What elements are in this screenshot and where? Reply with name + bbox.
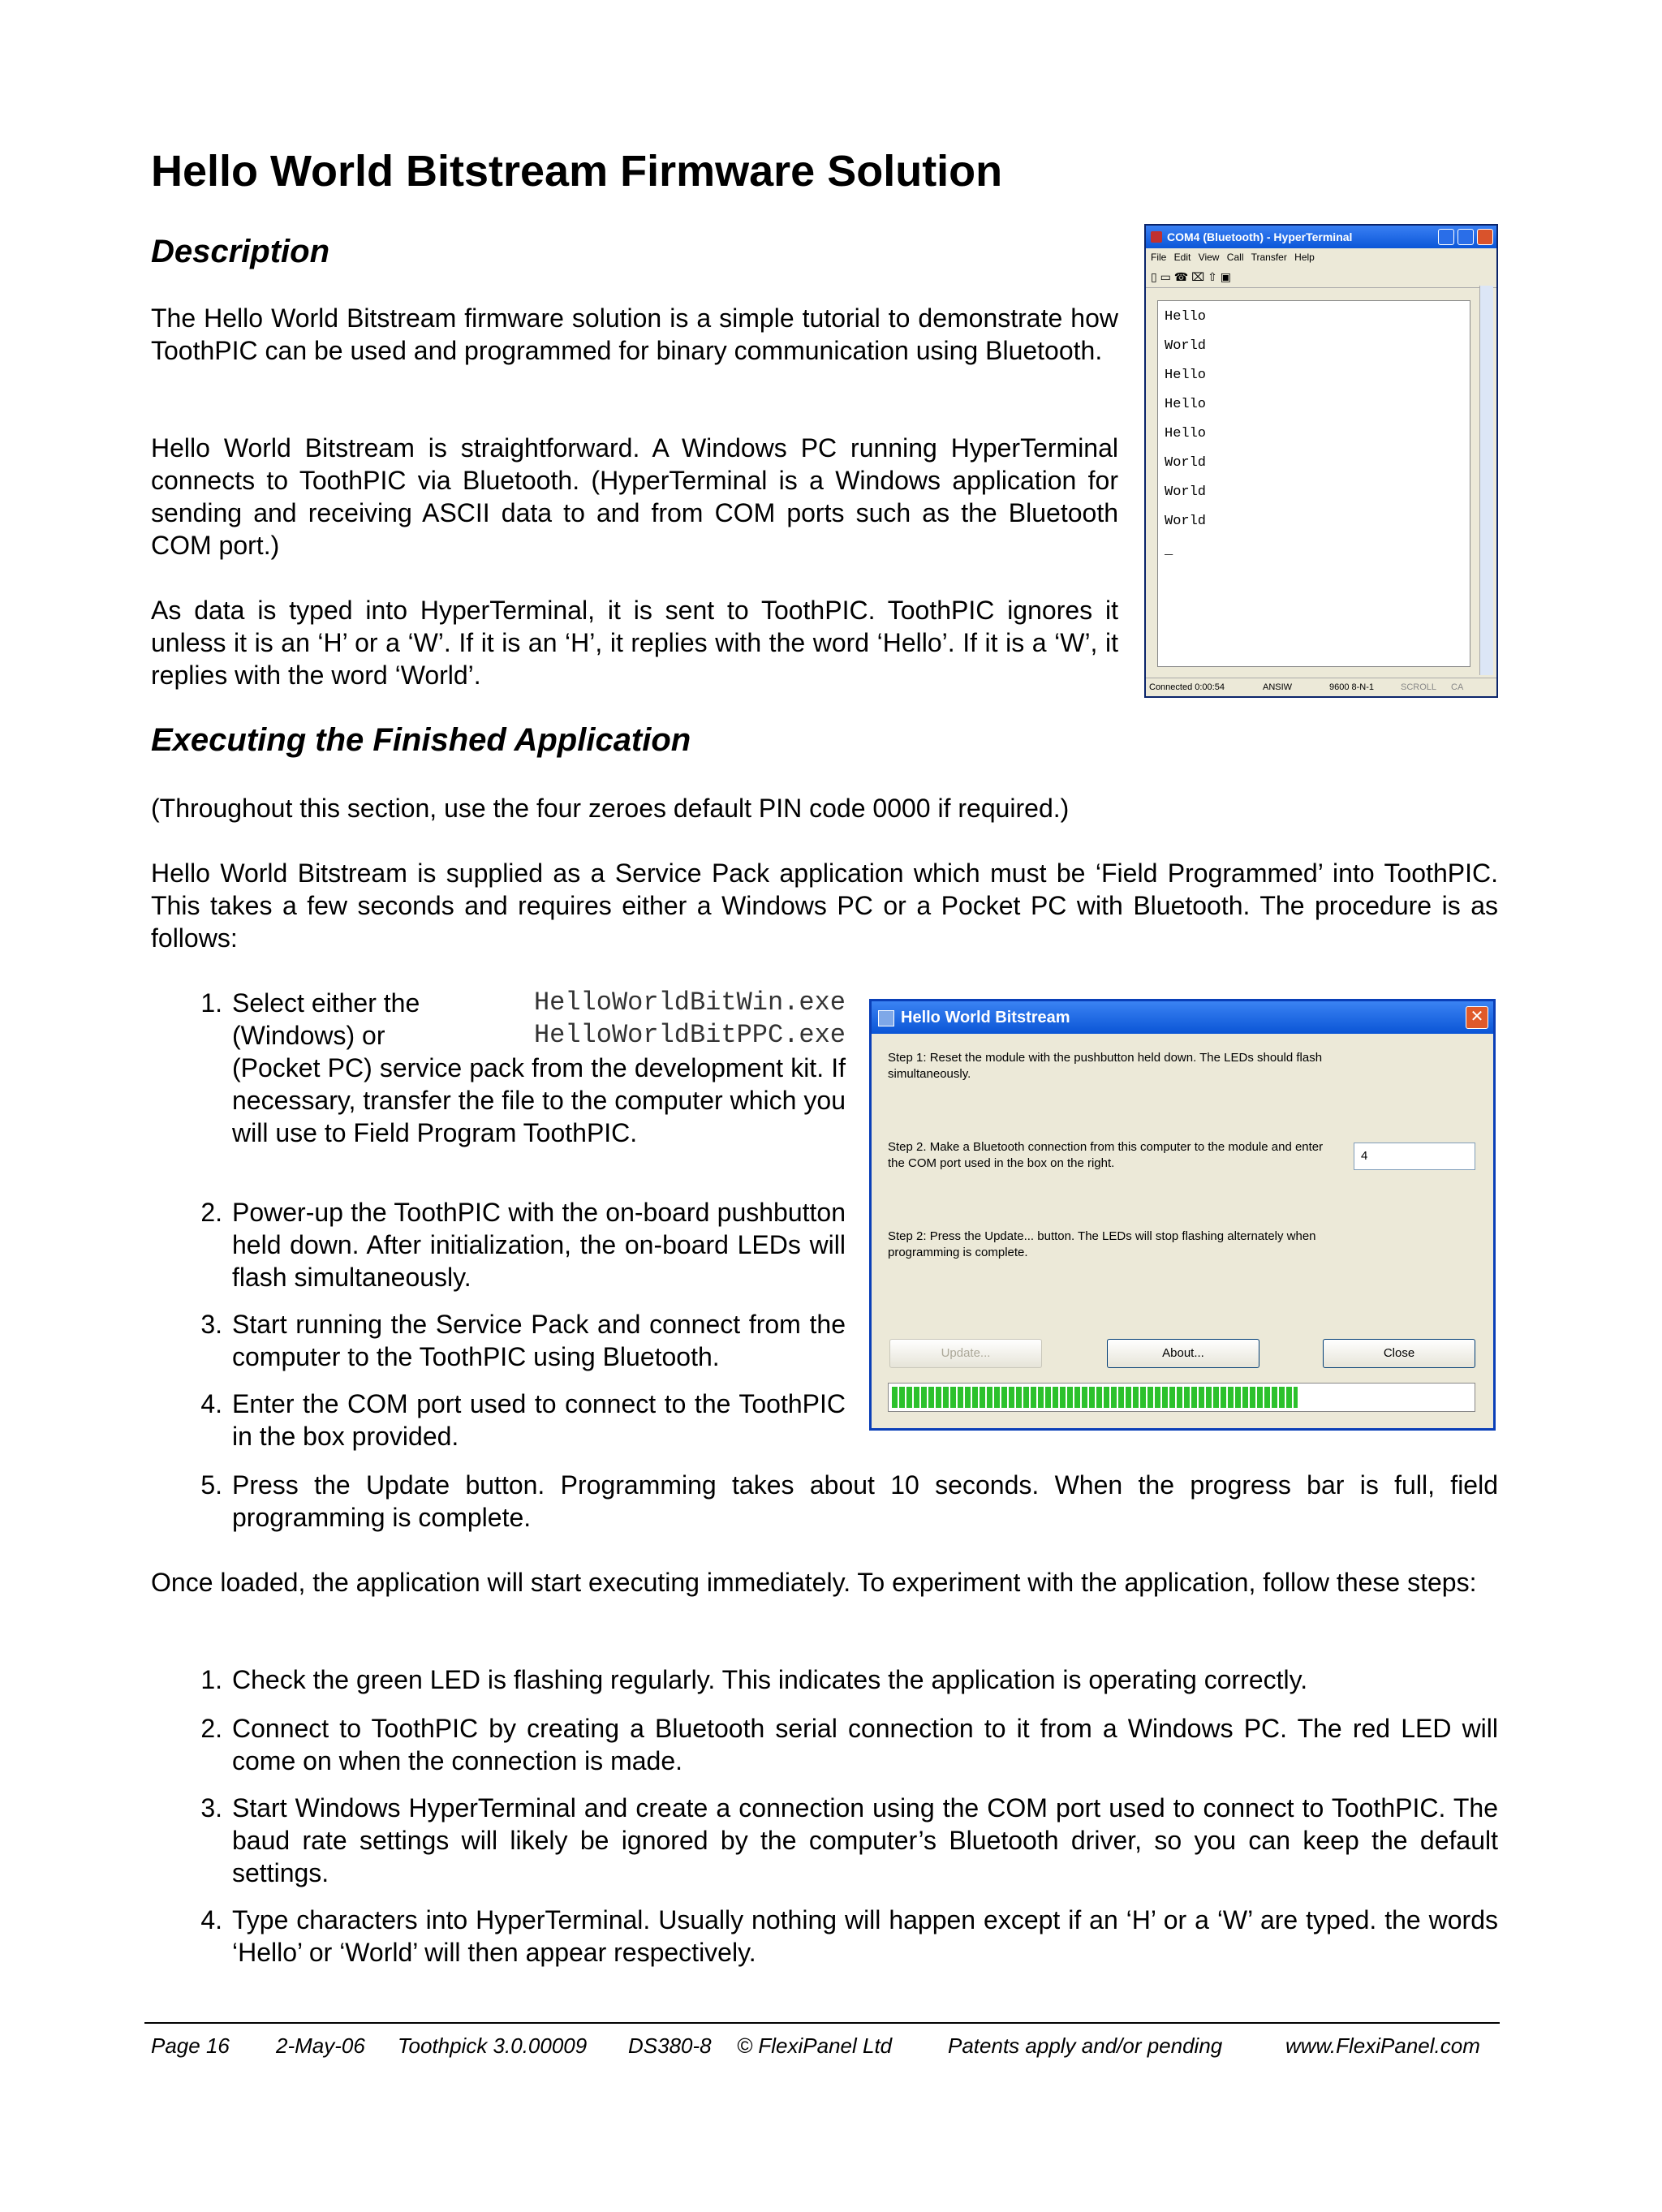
description-paragraph-1: The Hello World Bitstream firmware solution is a simple tutorial to demonstrate how ToothPIC can be used and programmed for binary communication using Bluetooth. bbox=[151, 303, 1118, 365]
dialog-title: Hello World Bitstream bbox=[901, 1009, 1070, 1026]
status-scroll: SCROLL bbox=[1401, 682, 1437, 692]
terminal-line: World bbox=[1165, 455, 1207, 471]
footer-version: Toothpick 3.0.00009 bbox=[398, 2033, 588, 2058]
terminal-line: Hello bbox=[1165, 397, 1207, 412]
terminal-line: World bbox=[1165, 338, 1207, 354]
close-button[interactable]: Close bbox=[1323, 1339, 1475, 1368]
hyperterminal-title: COM4 (Bluetooth) - HyperTerminal bbox=[1167, 230, 1353, 243]
update-button[interactable]: Update... bbox=[889, 1339, 1042, 1368]
dialog-step-1: Step 1: Reset the module with the pushbutton held down. The LEDs should flash simultaneously. bbox=[888, 1051, 1323, 1081]
step-5-text: Press the Update button. Programming takes about 10 seconds. When the progress bar is full, field programming is complete. bbox=[232, 1470, 1498, 1532]
experiment-intro: Once loaded, the application will start executing immediately. To experiment with the application, follow these steps: bbox=[151, 1568, 1477, 1597]
hyperterminal-statusbar bbox=[1146, 678, 1496, 696]
progress-fill bbox=[892, 1387, 1298, 1408]
step1-text-a: Select either the bbox=[232, 988, 420, 1018]
hyperterminal-menubar[interactable]: File Edit View Call Transfer Help bbox=[1151, 252, 1315, 263]
call-icon[interactable]: ☎ bbox=[1173, 270, 1189, 283]
status-emulation: ANSIW bbox=[1263, 682, 1293, 692]
disconnect-icon[interactable]: ⌧ bbox=[1191, 270, 1205, 283]
bitstream-dialog bbox=[869, 999, 1496, 1431]
step-number: 4. bbox=[200, 1389, 222, 1418]
hyperterminal-app-icon bbox=[1151, 231, 1162, 243]
properties-icon[interactable]: ▣ bbox=[1220, 270, 1231, 283]
step-number: 3. bbox=[200, 1310, 222, 1339]
terminal-output[interactable] bbox=[1157, 300, 1470, 667]
dialog-step-2: Step 2. Make a Bluetooth connection from this computer to the module and enter the COM port used in the box on the right. bbox=[888, 1140, 1324, 1170]
status-connected: Connected 0:00:54 bbox=[1149, 682, 1225, 692]
status-caps: CA bbox=[1451, 682, 1464, 692]
footer-date: 2-May-06 bbox=[276, 2033, 365, 2058]
terminal-line: Hello bbox=[1165, 368, 1207, 383]
footer-copyright: © FlexiPanel Ltd bbox=[737, 2033, 893, 2058]
win-file-name: HelloWorldBitWin.exe bbox=[533, 988, 846, 1018]
procedure-step-1 bbox=[182, 987, 846, 1181]
dialog-titlebar bbox=[872, 1001, 1493, 1034]
experiment-step-1-text: Check the green LED is flashing regularly. This indicates the application is operating correctly. bbox=[232, 1665, 1308, 1694]
com-port-input[interactable]: 4 bbox=[1354, 1143, 1475, 1170]
new-file-icon[interactable]: ▯ bbox=[1151, 270, 1157, 283]
programming-progress-bar bbox=[888, 1383, 1475, 1412]
step-number: 1. bbox=[200, 1665, 222, 1694]
step1-text-win: (Windows) or bbox=[232, 1021, 385, 1050]
executing-intro: Hello World Bitstream is supplied as a Service Pack application which must be ‘Field Programmed’ into ToothPIC. This takes a few seconds and requires either a Windows PC or a Pocket PC with Bluetooth. The procedure is as follows: bbox=[151, 859, 1498, 953]
maximize-icon[interactable] bbox=[1457, 229, 1474, 245]
step-number: 1. bbox=[200, 988, 222, 1018]
close-icon[interactable]: ✕ bbox=[1466, 1006, 1488, 1029]
app-icon bbox=[878, 1010, 894, 1026]
terminal-scrollbar[interactable] bbox=[1479, 286, 1493, 675]
step-4-text: Enter the COM port used to connect to the ToothPIC in the box provided. bbox=[232, 1389, 846, 1451]
step-number: 4. bbox=[200, 1905, 222, 1934]
step-3-text: Start running the Service Pack and connect from the computer to the ToothPIC using Bluetooth. bbox=[232, 1310, 846, 1371]
hyperterminal-window bbox=[1144, 224, 1498, 698]
footer-patents: Patents apply and/or pending bbox=[948, 2033, 1223, 2058]
step-number: 5. bbox=[200, 1470, 222, 1500]
footer-doc: DS380-8 bbox=[628, 2033, 712, 2058]
terminal-line: Hello bbox=[1165, 309, 1207, 325]
open-folder-icon[interactable]: ▭ bbox=[1160, 270, 1171, 283]
executing-heading: Executing the Finished Application bbox=[151, 722, 691, 758]
step-number: 2. bbox=[200, 1714, 222, 1743]
description-paragraph-3: As data is typed into HyperTerminal, it is sent to ToothPIC. ToothPIC ignores it unless it is an ‘H’ or a ‘W’. If it is an ‘H’, it replies with the word ‘Hello’. If it is a ‘W’, it replies with the word ‘World’. bbox=[151, 596, 1118, 690]
step-number: 2. bbox=[200, 1198, 222, 1227]
terminal-line: World bbox=[1165, 514, 1207, 529]
dialog-step-3: Step 2: Press the Update... button. The LEDs will stop flashing alternately when programming is complete. bbox=[888, 1229, 1316, 1259]
pin-note: (Throughout this section, use the four zeroes default PIN code 0000 if required.) bbox=[151, 794, 1070, 823]
hyperterminal-titlebar bbox=[1146, 226, 1496, 248]
terminal-cursor: _ bbox=[1165, 543, 1173, 558]
close-icon[interactable] bbox=[1477, 229, 1493, 245]
terminal-line: Hello bbox=[1165, 426, 1207, 441]
ppc-file-name: HelloWorldBitPPC.exe bbox=[533, 1020, 846, 1050]
footer-page: Page 16 bbox=[151, 2033, 230, 2058]
send-icon[interactable]: ⇧ bbox=[1208, 270, 1217, 283]
step-2-text: Power-up the ToothPIC with the on-board pushbutton held down. After initialization, the on-board LEDs will flash simultaneously. bbox=[232, 1198, 846, 1292]
footer-url[interactable]: www.FlexiPanel.com bbox=[1285, 2033, 1480, 2058]
experiment-step-4-text: Type characters into HyperTerminal. Usually nothing will happen except if an ‘H’ or a ‘W’ are typed. the words ‘Hello’ or ‘World’ will then appear respectively. bbox=[232, 1905, 1498, 1967]
minimize-icon[interactable] bbox=[1438, 229, 1454, 245]
step-number: 3. bbox=[200, 1793, 222, 1823]
description-paragraph-2: Hello World Bitstream is straightforward. A Windows PC running HyperTerminal connects to ToothPIC via Bluetooth. (HyperTerminal is a Windows application for sending and receiving ASCII data to and from COM ports such as the Bluetooth COM port.) bbox=[151, 433, 1118, 560]
status-baud: 9600 8-N-1 bbox=[1329, 682, 1375, 692]
description-heading: Description bbox=[151, 234, 330, 269]
page-title: Hello World Bitstream Firmware Solution bbox=[151, 147, 1003, 196]
about-button[interactable]: About... bbox=[1107, 1339, 1259, 1368]
footer-rule bbox=[144, 2022, 1500, 2024]
experiment-step-3-text: Start Windows HyperTerminal and create a connection using the COM port used to connect to ToothPIC. The baud rate settings will likely be ignored by the computer’s Bluetooth driver, so you can keep the default settings. bbox=[232, 1793, 1498, 1887]
experiment-step-2-text: Connect to ToothPIC by creating a Bluetooth serial connection to it from a Windows PC. The red LED will come on when the connection is made. bbox=[232, 1714, 1498, 1775]
terminal-line: World bbox=[1165, 484, 1207, 500]
hyperterminal-toolbar[interactable] bbox=[1146, 266, 1496, 288]
step1-text-b: (Pocket PC) service pack from the development kit. If necessary, transfer the file to the computer which you will use to Field Program ToothPIC. bbox=[232, 1053, 846, 1147]
